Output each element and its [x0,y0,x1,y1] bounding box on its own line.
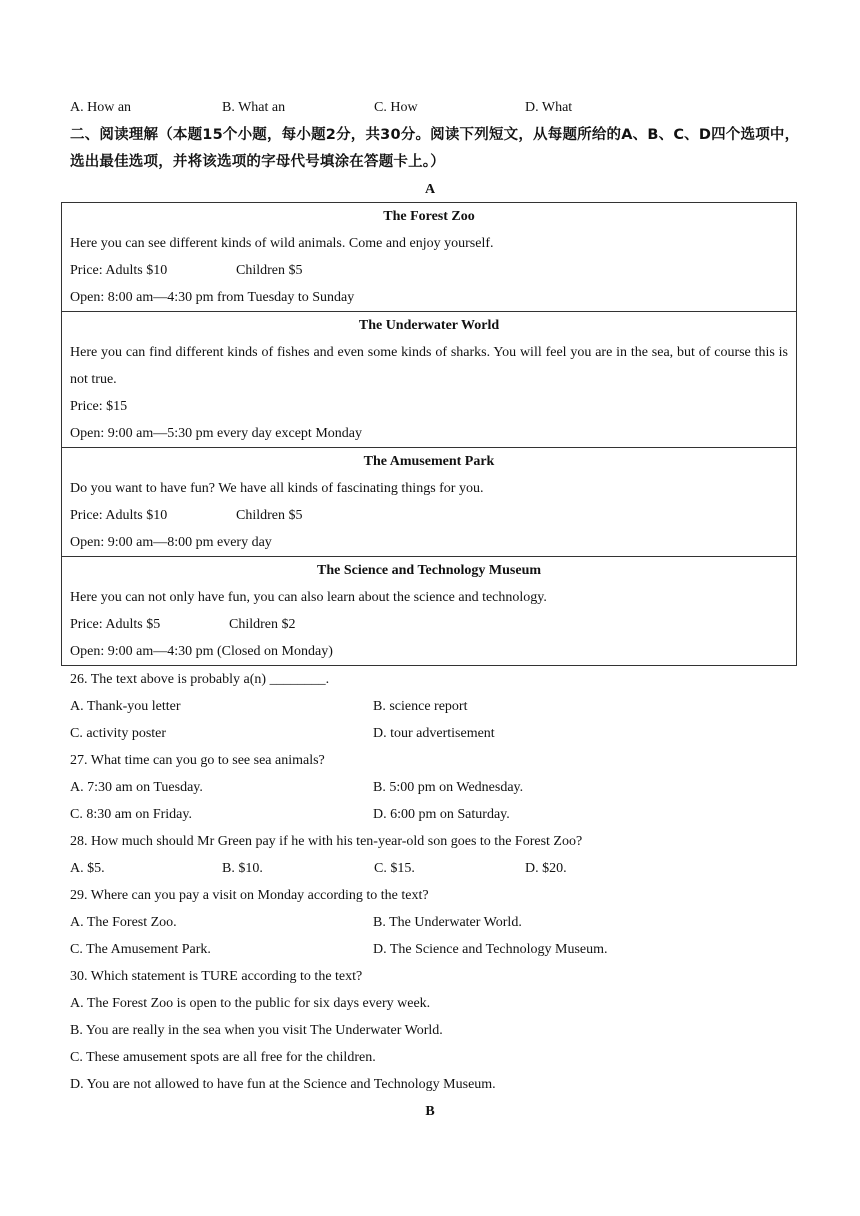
option: C. These amusement spots are all free for the children. [70,1050,376,1065]
question-stem: 27. What time can you go to see sea animals? [70,753,325,768]
price-adults: Price: Adults $10 [70,263,168,278]
ad-title: The Underwater World [358,318,500,333]
ad-description: Do you want to have fun? We have all kinds of fascinating things for you. [70,481,484,496]
ad-open-hours: Open: 9:00 am—4:30 pm (Closed on Monday) [70,644,333,659]
option: D. What [525,100,573,115]
ad-description: Here you can not only have fun, you can also learn about the science and technology. [70,590,547,605]
ad-amusement-park [62,448,796,557]
ad-underwater-world [62,312,796,448]
ad-forest-zoo [62,203,796,312]
ad-open-hours: Open: 8:00 am—4:30 pm from Tuesday to Sunday [70,290,355,305]
option: C. 8:30 am on Friday. [70,807,192,822]
option: D. tour advertisement [373,726,495,741]
ad-description: Here you can find different kinds of fishes and even some kinds of sharks. You will feel you are in the sea, but of course this is not true. [70,345,788,387]
option: D. 6:00 pm on Saturday. [373,807,510,822]
ad-open-hours: Open: 9:00 am—8:00 pm every day [70,535,272,550]
ad-open-hours: Open: 9:00 am—5:30 pm every day except Monday [70,426,362,441]
option: A. Thank-you letter [70,699,181,714]
question-stem: 28. How much should Mr Green pay if he with his ten-year-old son goes to the Forest Zoo? [70,834,583,849]
question-stem: 30. Which statement is TURE according to the text? [70,969,363,984]
ad-price [70,611,788,638]
option: C. The Amusement Park. [70,942,211,957]
option: A. The Forest Zoo. [70,915,177,930]
option: C. activity poster [70,726,167,741]
ad-science-museum [62,557,796,665]
option: A. The Forest Zoo is open to the public for six days every week. [70,996,431,1011]
passage-a-label: A [424,182,436,197]
option: D. You are not allowed to have fun at the Science and Technology Museum. [70,1077,496,1092]
ad-description: Here you can see different kinds of wild animals. Come and enjoy yourself. [70,236,494,251]
option: A. How an [70,100,132,115]
question-stem: 26. The text above is probably a(n) ________. [70,672,330,687]
price-adults: Price: Adults $5 [70,617,161,632]
section-heading: 二、阅读理解（本题15个小题，每小题2分，共30分。阅读下列短文，从每题所给的A、B、C、D四个选项中，选出最佳选项，并将该选项的字母代号填涂在答题卡上。） [70,127,800,170]
ad-title: The Science and Technology Museum [316,563,542,578]
ad-price [70,257,788,284]
option: A. $5. [70,861,105,876]
passage-b-label: B [425,1104,435,1119]
price-adults: Price: Adults $10 [70,508,168,523]
option: C. $15. [374,861,415,876]
advertisement-table [61,202,797,666]
price-children: Children $2 [229,617,296,632]
option: D. $20. [525,861,567,876]
price-children: Children $5 [236,508,303,523]
option: B. The Underwater World. [373,915,522,930]
option: D. The Science and Technology Museum. [373,942,608,957]
option: A. 7:30 am on Tuesday. [70,780,203,795]
option: B. science report [373,699,468,714]
ad-price [70,502,788,529]
option: B. You are really in the sea when you visit The Underwater World. [70,1023,443,1038]
option: B. 5:00 pm on Wednesday. [373,780,524,795]
option: C. How [374,100,418,115]
option: B. What an [222,100,286,115]
ad-title: The Forest Zoo [383,209,475,224]
option: B. $10. [222,861,263,876]
price-children: Children $5 [236,263,303,278]
ad-title: The Amusement Park [363,454,495,469]
question-options [70,859,567,879]
question-stem: 29. Where can you pay a visit on Monday according to the text? [70,888,429,903]
prev-question-options [70,98,572,118]
ad-price: Price: $15 [70,399,128,414]
